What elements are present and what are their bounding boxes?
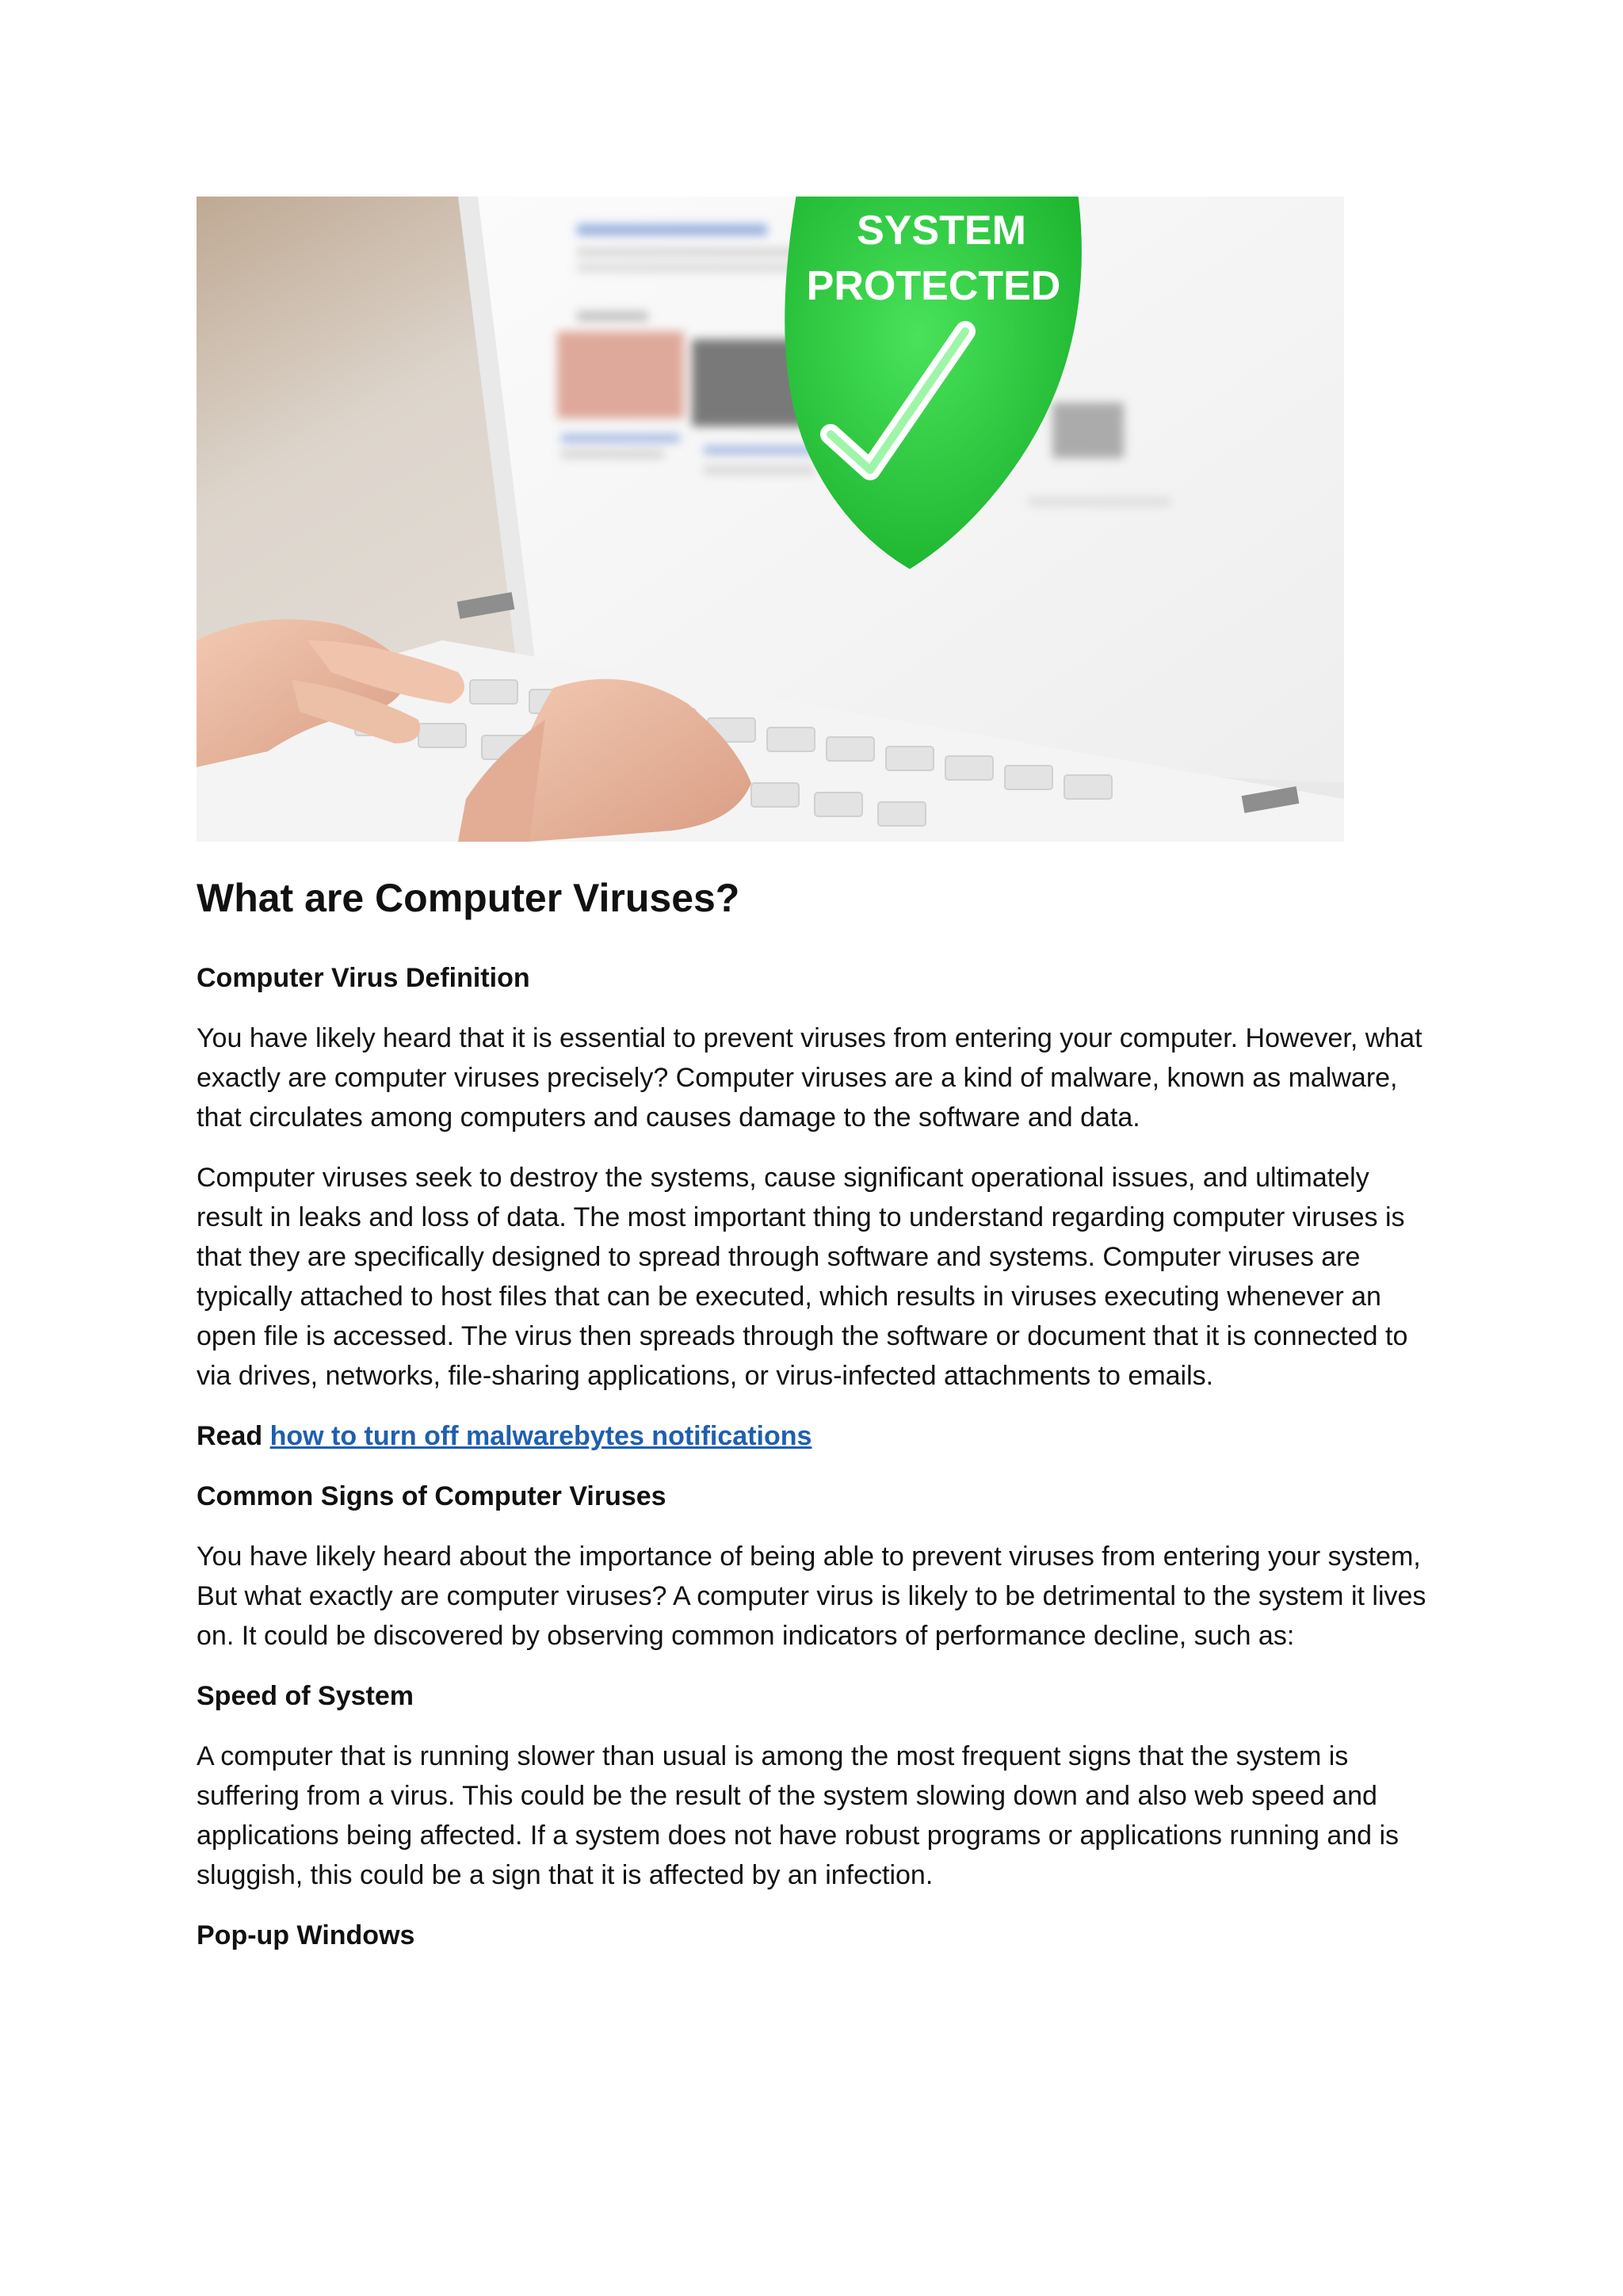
read-more-line <box>197 1416 1433 1456</box>
article-body <box>197 868 1433 1976</box>
badge-text-line2: PROTECTED <box>806 263 1061 309</box>
hero-image-system-protected <box>197 197 1344 842</box>
section-heading-definition: Computer Virus Definition <box>197 963 530 993</box>
read-label: Read <box>197 1421 263 1451</box>
malwarebytes-notifications-link[interactable]: how to turn off malwarebytes notifications <box>269 1421 812 1451</box>
paragraph-common-signs: You have likely heard about the importance of being able to prevent viruses from entering your system, But what exactly are computer viruses? A computer virus is likely to be detrimental to the system it lives on. It could be discovered by observing common indicators of performance decline, such as: <box>197 1541 1426 1651</box>
section-heading-popups: Pop-up Windows <box>197 1920 415 1950</box>
article-title: What are Computer Viruses? <box>197 876 740 920</box>
badge-text-line1: SYSTEM <box>857 208 1026 254</box>
paragraph-speed: A computer that is running slower than usual is among the most frequent signs that the system is suffering from a virus. This could be the result of the system slowing down and also web speed and applications being affected. If a system does not have robust programs or applications running and is sluggish, this could be a sign that it is affected by an infection. <box>197 1741 1400 1890</box>
hero-illustration <box>197 197 1344 842</box>
section-heading-speed: Speed of System <box>197 1681 414 1711</box>
paragraph-destroy-systems: Computer viruses seek to destroy the systems, cause significant operational issues, and ultimately result in leaks and loss of data. The most important thing to understand regarding computer viruses is that they are specifically designed to spread through software and systems. Computer viruses are typically attached to host files that can be executed, which results in viruses executing whenever an open file is accessed. The virus then spreads through the software or document that it is connected to via drives, networks, file-sharing applications, or virus-infected attachments to emails. <box>197 1163 1408 1391</box>
paragraph-definition: You have likely heard that it is essential to prevent viruses from entering your computer. However, what exactly are computer viruses precisely? Computer viruses are a kind of malware, known as malware, that circulates among computers and causes damage to the software and data. <box>197 1023 1423 1133</box>
section-heading-common-signs: Common Signs of Computer Viruses <box>197 1481 666 1511</box>
